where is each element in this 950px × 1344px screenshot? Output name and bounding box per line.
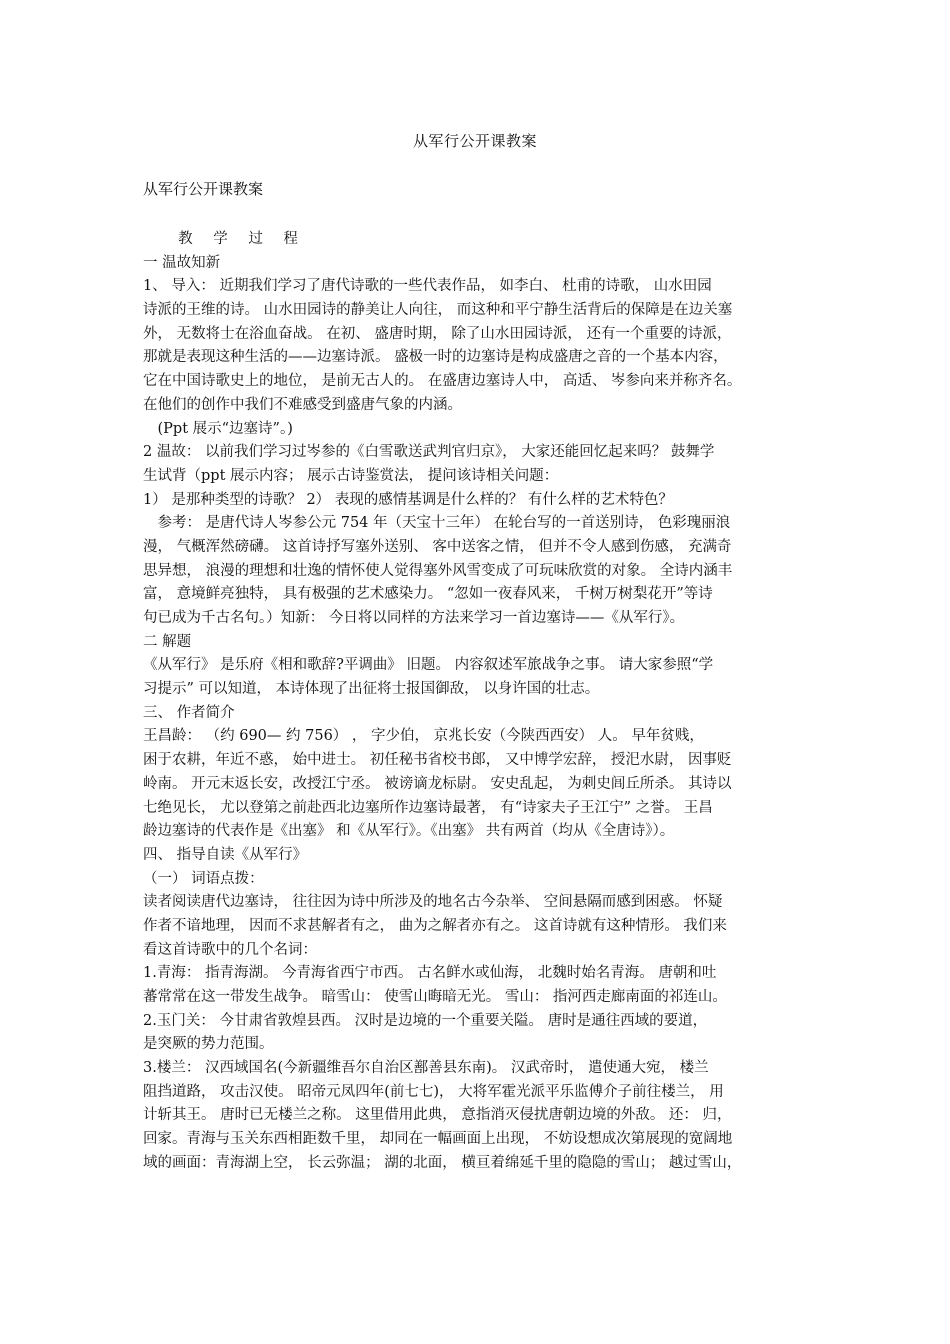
text-line: 1） 是那种类型的诗歌？ 2） 表现的感情基调是什么样的？ 有什么样的艺术特色？ [143, 491, 673, 508]
document-body [143, 228, 813, 1176]
text-line: 四、 指导自读《从军行》 [143, 846, 308, 863]
text-line: 富， 意境鲜亮独特， 具有极强的艺术感染力。 “忽如一夜春风来， 千树万树梨花开”等诗 [143, 586, 713, 603]
text-line: 教 学 过 程 [143, 231, 306, 247]
text-line: 2 温故： 以前我们学习过岑参的《白雪歌送武判官归京》， 大家还能回忆起来吗？ 鼓舞学 [143, 444, 715, 461]
text-line: 一 温故知新 [143, 254, 221, 271]
text-line: 困于农耕，年近不惑， 始中进士。 初任秘书省校书郎， 又中博学宏辞， 授汜水尉， 因事贬 [143, 752, 732, 769]
text-line: 看这首诗歌中的几个名词： [143, 941, 317, 958]
text-line: 阻挡道路， 攻击汉使。 昭帝元凤四年(前七七)， 大将军霍光派平乐监傅介子前往楼兰， 用 [143, 1083, 724, 1100]
document-subtitle: 从军行公开课教案 [143, 180, 264, 198]
text-line: 龄边塞诗的代表作是《出塞》 和《从军行》。《出塞》 共有两首（均从《全唐诗》）。 [143, 823, 675, 840]
text-line: 习提示” 可以知道， 本诗体现了出征将士报国御敌， 以身许国的壮志。 [143, 681, 600, 698]
text-line: 是突厥的势力范围。 [143, 1036, 274, 1053]
text-line: 回家。青海与玉关东西相距数千里， 却同在一幅画面上出现， 不妨设想成次第展现的宽阔地 [143, 1131, 733, 1148]
text-line: 王昌龄： （约 690— 约 756） ， 字少伯， 京兆长安（今陕西西安） 人。 早年贫贱， [143, 728, 704, 745]
document-title: 从军行公开课教案 [412, 132, 537, 150]
text-line: 1、 导入： 近期我们学习了唐代诗歌的一些代表作品， 如李白、 杜甫的诗歌， 山水田园 [143, 278, 712, 295]
text-line: 生试背（ppt 展示内容； 展示古诗鉴赏法， 提问该诗相关问题： [143, 467, 559, 484]
text-line: 漫， 气概浑然磅礴。 这首诗抒写塞外送别、 客中送客之情， 但并不令人感到伤感， 充满奇 [143, 538, 732, 555]
text-line: 二 解题 [143, 633, 192, 650]
text-line: 1.青海： 指青海湖。 今青海省西宁市西。 古名鲜水或仙海， 北魏时始名青海。 唐朝和吐 [143, 965, 717, 982]
text-line: 外， 无数将士在浴血奋战。 在初、 盛唐时期， 除了山水田园诗派， 还有一个重要的诗派， [143, 325, 732, 342]
text-line: 作者不谙地理， 因而不求甚解者有之， 曲为之解者亦有之。 这首诗就有这种情形。 我们来 [143, 917, 727, 934]
text-line: 七绝见长， 尤以登第之前赴西北边塞所作边塞诗最著， 有“诗家夫子王江宁” 之誉。 王昌 [143, 799, 713, 816]
text-line: 诗派的王维的诗。 山水田园诗的静美让人向往， 而这种和平宁静生活背后的保障是在边关塞 [143, 302, 733, 319]
text-line: 计斩其王。 唐时已无楼兰之称。 这里借用此典， 意指消灭侵扰唐朝边境的外敌。 还： 归， [143, 1107, 732, 1124]
text-line: 3.楼兰： 汉西域国名(今新疆维吾尔自治区鄯善县东南)。 汉武帝时， 遣使通大宛， 楼兰 [143, 1060, 709, 1077]
text-line: (Ppt 展示“边塞诗”。) [143, 420, 293, 437]
text-line: （一） 词语点拨： [143, 870, 264, 887]
text-line: 思异想， 浪漫的理想和壮逸的情怀使人觉得塞外风雪变成了可玩味欣赏的对象。 全诗内涵丰 [143, 562, 733, 579]
text-line: 域的画面：青海湖上空， 长云弥温； 湖的北面， 横亘着绵延千里的隐隐的雪山； 越过雪山， [143, 1154, 742, 1171]
text-line: 那就是表现这种生活的——边塞诗派。 盛极一时的边塞诗是构成盛唐之音的一个基本内容， [143, 349, 728, 366]
text-line: 蕃常常在这一带发生战争。 暗雪山： 使雪山晦暗无光。 雪山： 指河西走廊南面的祁连山。 [143, 989, 727, 1005]
text-line: 2.玉门关： 今甘肃省敦煌县西。 汉时是边境的一个重要关隘。 唐时是通往西域的要道， [143, 1012, 708, 1029]
text-line: 它在中国诗歌史上的地位， 是前无古人的。 在盛唐边塞诗人中， 高适、 岑参向来并称齐名。 [143, 373, 742, 390]
text-line: 《从军行》 是乐府《相和歌辞?平调曲》 旧题。 内容叙述军旅战争之事。 请大家参照“学 [143, 657, 714, 674]
text-line: 读者阅读唐代边塞诗， 往往因为诗中所涉及的地名古今杂举、 空间悬隔而感到困惑。 怀疑 [143, 894, 723, 911]
text-line: 参考： 是唐代诗人岑参公元 754 年（天宝十三年） 在轮台写的一首送别诗， 色彩瑰丽浪 [143, 515, 731, 532]
text-line: 在他们的创作中我们不难感受到盛唐气象的内涵。 [143, 396, 462, 413]
text-line: 句已成为千古名句。）知新： 今日将以同样的方法来学习一首边塞诗——《从军行》。 [143, 610, 685, 626]
text-line: 三、 作者简介 [143, 704, 235, 721]
text-line: 岭南。 开元末返长安，改授江宁丞。 被谤谪龙标尉。 安史乱起， 为刺史闾丘所杀。 其诗以 [143, 775, 732, 792]
